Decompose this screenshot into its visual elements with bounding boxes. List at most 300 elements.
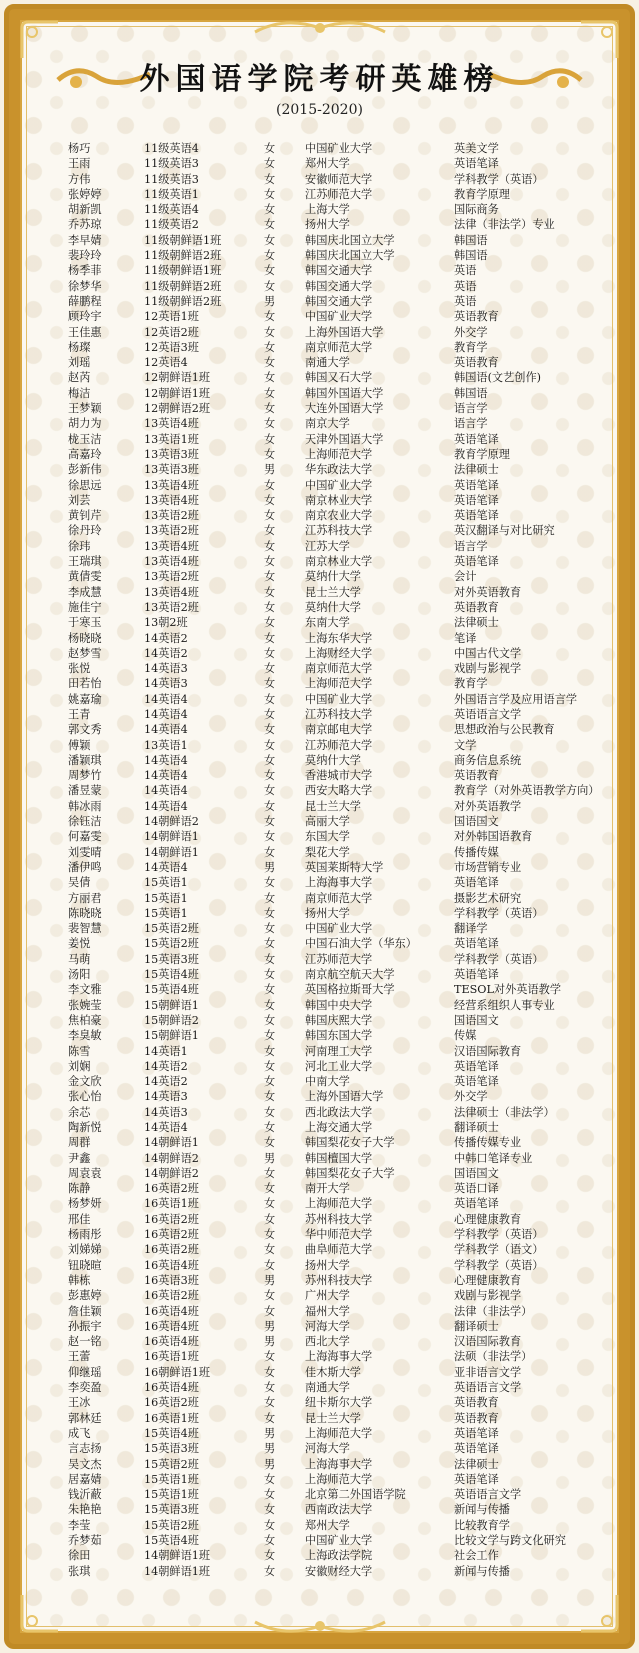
table-row xyxy=(68,416,588,431)
student-name: 王雨 xyxy=(68,157,91,171)
major-name: 心理健康教育 xyxy=(454,1212,522,1226)
student-name: 杨巧 xyxy=(68,142,91,155)
class-name: 12朝鲜语1班 xyxy=(144,371,211,385)
class-name: 14英语3 xyxy=(144,1105,188,1119)
class-name: 14朝鲜语1班 xyxy=(144,1564,211,1578)
table-row xyxy=(68,1120,588,1135)
class-name: 13英语2班 xyxy=(144,600,199,614)
school-name: 安徽师范大学 xyxy=(305,172,373,186)
major-name: 摄影艺术研究 xyxy=(454,891,522,905)
school-name: 河海大学 xyxy=(305,1442,350,1456)
school-name: 东南大学 xyxy=(305,616,350,630)
student-name: 徐思远 xyxy=(68,478,102,492)
major-name: 传播传媒 xyxy=(454,845,499,859)
class-name: 15英语3班 xyxy=(144,1442,199,1456)
class-name: 13英语3班 xyxy=(144,447,199,461)
major-name: 法律硕士 xyxy=(454,1457,499,1471)
student-name: 赵梦雪 xyxy=(68,646,102,660)
major-name: 英语语言文学 xyxy=(454,707,522,721)
major-name: 英语教育 xyxy=(454,356,499,370)
gender: 女 xyxy=(264,1075,276,1089)
table-row xyxy=(68,172,588,187)
table-row xyxy=(68,554,588,569)
gender: 女 xyxy=(264,1029,276,1043)
student-name: 胡新凯 xyxy=(68,203,102,217)
student-name: 张悦 xyxy=(68,662,91,676)
class-name: 14英语4 xyxy=(144,784,188,798)
gender: 女 xyxy=(264,203,276,217)
school-name: 韩国梨花女子大学 xyxy=(305,1136,395,1150)
gender: 女 xyxy=(264,600,276,614)
school-name: 郑州大学 xyxy=(305,157,350,171)
table-row xyxy=(68,1533,588,1548)
student-name: 邢佳 xyxy=(68,1212,91,1226)
table-row xyxy=(68,768,588,783)
table-row xyxy=(68,1441,588,1456)
gender: 女 xyxy=(264,815,276,829)
school-name: 韩国外国语大学 xyxy=(305,386,384,400)
major-name: 英语语言文学 xyxy=(454,1488,522,1502)
school-name: 西南政法大学 xyxy=(305,1503,373,1517)
school-name: 江苏师范大学 xyxy=(305,952,373,966)
school-name: 西北政法大学 xyxy=(305,1105,373,1119)
class-name: 15英语1班 xyxy=(144,1472,199,1486)
table-row xyxy=(68,753,588,768)
table-row xyxy=(68,1518,588,1533)
table-row xyxy=(68,615,588,630)
table-row xyxy=(68,325,588,340)
table-row xyxy=(68,585,588,600)
school-name: 南京师范大学 xyxy=(305,340,373,354)
table-row xyxy=(68,279,588,294)
class-name: 11级朝鲜语2班 xyxy=(144,294,222,308)
student-name: 方丽君 xyxy=(68,891,102,905)
major-name: 传播传媒专业 xyxy=(454,1136,522,1150)
student-name: 吴文杰 xyxy=(68,1457,102,1471)
major-name: 英语笔译 xyxy=(454,1442,499,1456)
school-name: 西北大学 xyxy=(305,1335,350,1349)
gender: 女 xyxy=(264,830,276,844)
table-row xyxy=(68,1258,588,1273)
school-name: 韩国东国大学 xyxy=(305,1029,373,1043)
student-name: 姜悦 xyxy=(68,937,91,951)
gender: 女 xyxy=(264,539,276,553)
school-name: 香港城市大学 xyxy=(305,769,373,783)
class-name: 13英语4班 xyxy=(144,555,199,569)
major-name: 英语笔译 xyxy=(454,1426,499,1440)
school-name: 韩国檀国大学 xyxy=(305,1151,373,1165)
student-name: 郭林廷 xyxy=(68,1411,102,1425)
student-name: 栊玉洁 xyxy=(68,432,102,446)
gender: 女 xyxy=(264,1044,276,1058)
school-name: 上海东华大学 xyxy=(305,631,373,645)
student-name: 刘芸 xyxy=(68,493,91,507)
school-name: 纽卡斯尔大学 xyxy=(305,1396,373,1410)
school-name: 莫纳什大学 xyxy=(305,570,361,584)
school-name: 扬州大学 xyxy=(305,1258,350,1272)
table-row xyxy=(68,340,588,355)
table-row xyxy=(68,1166,588,1181)
class-name: 14英语4 xyxy=(144,707,188,721)
major-name: 文学 xyxy=(454,738,477,752)
student-name: 刘瑶 xyxy=(68,356,91,370)
major-name: 翻译学 xyxy=(454,922,488,936)
table-row xyxy=(68,783,600,798)
gender: 男 xyxy=(264,1151,276,1165)
gender: 女 xyxy=(264,738,276,752)
school-name: 江苏科技大学 xyxy=(305,524,373,538)
table-row xyxy=(68,263,588,278)
school-name: 南开大学 xyxy=(305,1182,350,1196)
major-name: 汉语国际教育 xyxy=(454,1044,522,1058)
student-name: 赵芮 xyxy=(68,371,91,385)
gender: 男 xyxy=(264,1273,276,1287)
major-name: 英汉翻译与对比研究 xyxy=(454,524,555,538)
class-name: 14英语2 xyxy=(144,631,188,645)
student-name: 于寒玉 xyxy=(68,616,102,630)
top-flourish-icon xyxy=(250,14,390,40)
student-name: 徐梦华 xyxy=(68,279,102,293)
gender: 女 xyxy=(264,968,276,982)
school-name: 韩国中央大学 xyxy=(305,998,373,1012)
gender: 女 xyxy=(264,1212,276,1226)
gender: 女 xyxy=(264,570,276,584)
table-row xyxy=(68,967,588,982)
class-name: 15英语2班 xyxy=(144,1518,199,1532)
school-name: 韩国交通大学 xyxy=(305,294,373,308)
major-name: 韩国语 xyxy=(454,386,488,400)
gender: 女 xyxy=(264,386,276,400)
table-row xyxy=(68,1074,588,1089)
school-name: 上海外国语大学 xyxy=(305,1090,384,1104)
class-name: 14英语2 xyxy=(144,646,188,660)
gender: 女 xyxy=(264,1166,276,1180)
gender: 女 xyxy=(264,1549,276,1563)
gender: 女 xyxy=(264,998,276,1012)
major-name: 国际商务 xyxy=(454,203,499,217)
class-name: 13英语2班 xyxy=(144,524,199,538)
student-name: 张琪 xyxy=(68,1564,91,1578)
table-row xyxy=(68,1380,588,1395)
major-name: 法硕（非法学） xyxy=(454,1350,533,1364)
gender: 男 xyxy=(264,294,276,308)
student-name: 郭文秀 xyxy=(68,723,102,737)
class-name: 12英语3班 xyxy=(144,340,199,354)
gender: 女 xyxy=(264,799,276,813)
school-name: 北京第二外国语学院 xyxy=(305,1488,406,1502)
student-name: 居嘉婧 xyxy=(68,1472,102,1486)
table-row xyxy=(68,141,588,156)
school-name: 南京农业大学 xyxy=(305,509,373,523)
major-name: 传媒 xyxy=(454,1029,477,1043)
school-name: 莫纳什大学 xyxy=(305,753,361,767)
major-name: 语言学 xyxy=(454,417,488,431)
class-name: 13英语4班 xyxy=(144,539,199,553)
gender: 女 xyxy=(264,1228,276,1242)
class-name: 14朝鲜语1班 xyxy=(144,1549,211,1563)
student-name: 徐田 xyxy=(68,1549,91,1563)
major-name: 商务信息系统 xyxy=(454,753,522,767)
school-name: 苏州科技大学 xyxy=(305,1273,373,1287)
major-name: 英语笔译 xyxy=(454,1075,499,1089)
gender: 女 xyxy=(264,1243,276,1257)
major-name: 英语 xyxy=(454,264,477,278)
student-name: 陈静 xyxy=(68,1182,91,1196)
class-name: 13英语1 xyxy=(144,738,188,752)
school-name: 上海师范大学 xyxy=(305,1472,373,1486)
class-name: 15英语1 xyxy=(144,876,188,890)
gender: 女 xyxy=(264,1365,276,1379)
gender: 女 xyxy=(264,692,276,706)
school-name: 英国格拉斯哥大学 xyxy=(305,983,395,997)
school-name: 昆士兰大学 xyxy=(305,585,361,599)
school-name: 安徽财经大学 xyxy=(305,1564,373,1578)
major-name: TESOL对外英语教学 xyxy=(454,983,562,997)
major-name: 市场营销专业 xyxy=(454,860,522,874)
class-name: 11级英语3 xyxy=(144,157,199,171)
table-row xyxy=(68,1227,588,1242)
gender: 女 xyxy=(264,1059,276,1073)
major-name: 学科教学（英语） xyxy=(454,952,544,966)
class-name: 14英语3 xyxy=(144,1090,188,1104)
table-row xyxy=(68,1212,588,1227)
table-row xyxy=(68,998,588,1013)
table-row xyxy=(68,523,588,538)
student-name: 张婉莹 xyxy=(68,998,102,1012)
gender: 女 xyxy=(264,1411,276,1425)
school-name: 扬州大学 xyxy=(305,218,350,232)
class-name: 14朝鲜语2 xyxy=(144,1151,199,1165)
class-name: 16英语1班 xyxy=(144,1350,199,1364)
student-name: 陶新悦 xyxy=(68,1121,102,1134)
class-name: 16英语2班 xyxy=(144,1182,199,1196)
gender: 女 xyxy=(264,677,276,691)
table-row xyxy=(68,661,588,676)
major-name: 英语笔译 xyxy=(454,478,499,492)
gender: 女 xyxy=(264,922,276,936)
school-name: 南京林业大学 xyxy=(305,555,373,569)
school-name: 韩国交通大学 xyxy=(305,264,373,278)
class-name: 13英语2班 xyxy=(144,570,199,584)
table-row xyxy=(68,1135,588,1150)
class-name: 11级英语4 xyxy=(144,203,199,217)
table-row xyxy=(68,952,588,967)
class-name: 16英语2班 xyxy=(144,1212,199,1226)
gender: 女 xyxy=(264,264,276,278)
student-name: 潘昱蒙 xyxy=(68,784,102,798)
school-name: 中国矿业大学 xyxy=(305,310,373,324)
gender: 女 xyxy=(264,1013,276,1027)
gender: 女 xyxy=(264,952,276,966)
major-name: 英语笔译 xyxy=(454,1472,499,1486)
student-name: 徐丹玲 xyxy=(68,524,102,538)
class-name: 15英语4班 xyxy=(144,1534,199,1548)
school-name: 华东政法大学 xyxy=(305,463,373,477)
major-name: 国语国文 xyxy=(454,1013,499,1027)
student-name: 方伟 xyxy=(68,172,91,186)
student-name: 裴智慧 xyxy=(68,922,102,936)
class-name: 16英语2班 xyxy=(144,1289,199,1303)
gender: 女 xyxy=(264,646,276,660)
gender: 女 xyxy=(264,340,276,354)
corner-ornament-icon xyxy=(18,1591,62,1635)
student-name: 彭新伟 xyxy=(68,463,102,477)
school-name: 南通大学 xyxy=(305,1381,350,1395)
gender: 女 xyxy=(264,432,276,446)
student-name: 乔苏琼 xyxy=(68,218,102,232)
student-name: 胡力为 xyxy=(68,417,102,431)
major-name: 英语笔译 xyxy=(454,876,499,890)
school-name: 江苏科技大学 xyxy=(305,707,373,721)
school-name: 华中师范大学 xyxy=(305,1228,373,1242)
major-name: 英语教育 xyxy=(454,769,499,783)
student-name: 李臭敏 xyxy=(68,1029,102,1043)
major-name: 教育学 xyxy=(454,340,488,354)
school-name: 上海海事大学 xyxy=(305,1350,373,1364)
student-name: 吴倩 xyxy=(68,876,91,890)
table-row xyxy=(68,921,588,936)
gender: 女 xyxy=(264,906,276,920)
student-name: 杨季菲 xyxy=(68,264,102,278)
school-name: 高丽大学 xyxy=(305,815,350,829)
student-name: 言志扬 xyxy=(68,1442,102,1456)
class-name: 14英语2 xyxy=(144,1059,188,1073)
major-name: 翻译硕士 xyxy=(454,1121,499,1134)
class-name: 14英语4 xyxy=(144,753,188,767)
school-name: 上海大学 xyxy=(305,203,350,217)
table-row xyxy=(68,493,588,508)
table-row xyxy=(68,1365,588,1380)
school-name: 江苏师范大学 xyxy=(305,187,373,201)
school-name: 江苏师范大学 xyxy=(305,738,373,752)
gender: 女 xyxy=(264,417,276,431)
school-name: 中国矿业大学 xyxy=(305,1534,373,1548)
student-name: 陈雪 xyxy=(68,1044,91,1058)
table-row xyxy=(68,676,588,691)
gender: 女 xyxy=(264,1488,276,1502)
student-name: 薛鹏程 xyxy=(68,294,102,308)
student-name: 刘雯晴 xyxy=(68,845,102,859)
table-row xyxy=(68,233,588,248)
gender: 女 xyxy=(264,784,276,798)
major-name: 外交学 xyxy=(454,1090,488,1104)
table-row xyxy=(68,1044,588,1059)
major-name: 教育学原理 xyxy=(454,187,510,201)
table-row xyxy=(68,1426,588,1441)
table-row xyxy=(68,1105,588,1120)
major-name: 英语 xyxy=(454,279,477,293)
table-row xyxy=(68,1151,588,1166)
student-name: 徐玮 xyxy=(68,539,91,553)
school-name: 南京航空航天大学 xyxy=(305,968,395,982)
student-name: 周梦竹 xyxy=(68,769,102,783)
student-name: 钱沂蔽 xyxy=(68,1488,102,1502)
student-name: 尹鑫 xyxy=(68,1151,91,1165)
class-name: 11级朝鲜语1班 xyxy=(144,233,222,247)
major-name: 心理健康教育 xyxy=(454,1273,522,1287)
gender: 女 xyxy=(264,172,276,186)
major-name: 新闻与传播 xyxy=(454,1503,510,1517)
major-name: 英语语言文学 xyxy=(454,1381,522,1395)
major-name: 教育学 xyxy=(454,677,488,691)
student-name: 彭惠婷 xyxy=(68,1289,102,1303)
class-name: 15英语2班 xyxy=(144,922,199,936)
class-name: 16英语4班 xyxy=(144,1335,199,1349)
school-name: 上海外国语大学 xyxy=(305,325,384,339)
major-name: 对外英语教育 xyxy=(454,585,522,599)
bottom-flourish-icon xyxy=(250,1614,390,1640)
table-row xyxy=(68,1472,588,1487)
school-name: 东国大学 xyxy=(305,830,350,844)
student-name: 王瑞琪 xyxy=(68,555,102,569)
school-name: 梨花大学 xyxy=(305,845,350,859)
student-name: 汤阳 xyxy=(68,968,91,982)
table-row xyxy=(68,156,588,171)
class-name: 13英语4班 xyxy=(144,585,199,599)
table-row xyxy=(68,875,588,890)
student-name: 杨璨 xyxy=(68,340,91,354)
school-name: 西安大略大学 xyxy=(305,784,373,798)
table-row xyxy=(68,217,588,232)
class-name: 16英语4班 xyxy=(144,1304,199,1318)
student-name: 周群 xyxy=(68,1136,91,1150)
class-name: 13英语4班 xyxy=(144,478,199,492)
school-name: 上海财经大学 xyxy=(305,646,373,660)
major-name: 学科教学（英语） xyxy=(454,1258,544,1272)
table-row xyxy=(68,829,588,844)
student-name: 王梦颖 xyxy=(68,402,102,416)
school-name: 韩国庆熙大学 xyxy=(305,1013,373,1027)
major-name: 戏剧与影视学 xyxy=(454,662,522,676)
class-name: 15朝鲜语1 xyxy=(144,1029,199,1043)
student-name: 余芯 xyxy=(68,1105,91,1119)
gender: 女 xyxy=(264,1197,276,1211)
gender: 女 xyxy=(264,1182,276,1196)
class-name: 16英语4班 xyxy=(144,1381,199,1395)
gender: 女 xyxy=(264,325,276,339)
class-name: 14朝鲜语1 xyxy=(144,845,199,859)
table-row xyxy=(68,386,588,401)
school-name: 上海交通大学 xyxy=(305,1121,373,1134)
student-name: 潘颖琪 xyxy=(68,753,102,767)
student-name: 裴玲玲 xyxy=(68,249,102,263)
student-name: 赵一铭 xyxy=(68,1335,102,1349)
gender: 女 xyxy=(264,1304,276,1318)
school-name: 苏州科技大学 xyxy=(305,1212,373,1226)
student-name: 陈晓晓 xyxy=(68,906,102,920)
table-row xyxy=(68,891,588,906)
gender: 女 xyxy=(264,1396,276,1410)
table-row xyxy=(68,1196,588,1211)
major-name: 英语笔译 xyxy=(454,432,499,446)
table-row xyxy=(68,1242,588,1257)
school-name: 佳木斯大学 xyxy=(305,1365,361,1379)
student-name: 李奕盈 xyxy=(68,1381,102,1395)
table-row xyxy=(68,401,588,416)
major-name: 外国语言学及应用语言学 xyxy=(454,692,578,706)
school-name: 韩国又石大学 xyxy=(305,371,373,385)
major-name: 英语教育 xyxy=(454,310,499,324)
student-name: 潘伊鸣 xyxy=(68,860,102,874)
class-name: 15朝鲜语1 xyxy=(144,998,199,1012)
student-name: 朱艳艳 xyxy=(68,1503,102,1517)
class-name: 16英语3班 xyxy=(144,1273,199,1287)
major-name: 英语教育 xyxy=(454,600,499,614)
gender: 女 xyxy=(264,402,276,416)
major-name: 汉语国际教育 xyxy=(454,1335,522,1349)
student-name: 杨梦妍 xyxy=(68,1197,102,1211)
class-name: 13英语1班 xyxy=(144,432,199,446)
